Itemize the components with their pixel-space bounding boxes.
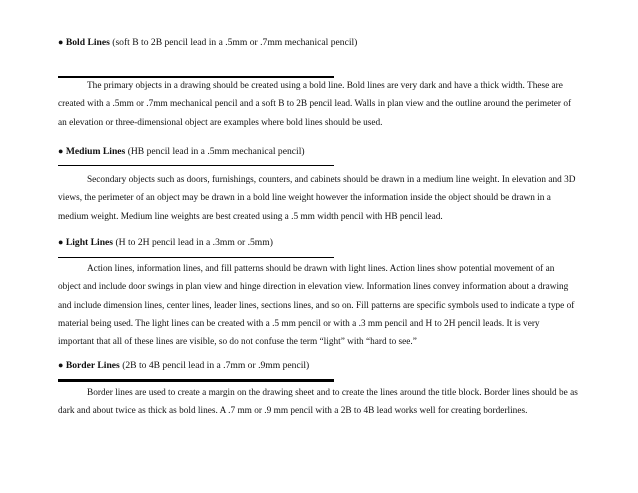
section-light-lines [58, 236, 578, 348]
medium-line-sample [58, 165, 334, 166]
section-paragraph: The primary objects in a drawing should be created using a bold line. Bold lines are very dark and have a thick width. These are created with a .5mm or .7mm mechanical pencil and a soft B to 2B pencil lead. Walls in plan view and the outline around the perimeter of an elevation or three-dimensional object are examples where bold lines should be used. [58, 81, 572, 128]
section-term: Medium Lines [65, 146, 126, 157]
section-term: Bold Lines [65, 37, 110, 48]
border-line-sample [58, 379, 334, 382]
section-heading [58, 36, 578, 49]
section-bold-lines [58, 36, 578, 128]
section-paragraph: Secondary objects such as doors, furnishings, counters, and cabinets should be drawn in a medium line weight. In elevation and 3D views, the perimeter of an object may be drawn in a bold line weight however the information inside the object should be drawn in a medium weight. Medium line weights are best created using a .5 mm width pencil with HB pencil lead. [58, 175, 576, 222]
light-line-sample [58, 257, 334, 258]
bullet-icon: ● [58, 360, 64, 370]
bullet-icon: ● [58, 237, 64, 247]
section-spec: (HB pencil lead in a .5mm mechanical pencil) [127, 146, 305, 157]
section-spec: (2B to 4B pencil lead in a .7mm or .9mm pencil) [122, 360, 310, 371]
section-heading [58, 359, 578, 372]
section-medium-lines [58, 145, 578, 222]
section-heading [58, 145, 578, 158]
section-paragraph: Border lines are used to create a margin on the drawing sheet and to create the lines around the title block. Border lines should be as dark and about twice as thick as bold lines. A .7 mm or .9 mm pencil with a 2B to 4B lead works well for creating borderlines. [58, 388, 578, 417]
bullet-icon: ● [58, 146, 64, 156]
bullet-icon: ● [58, 37, 64, 47]
section-paragraph: Action lines, information lines, and fill patterns should be drawn with light lines. Action lines show potential movement of an object and include door swings in plan view and hinge direction in elevation view. Information lines convey information about a drawing and include dimension lines, center lines, leader lines, sections lines, and so on. Fill patterns are specific symbols used to indicate a type of material being used. The light lines can be created with a .5 mm pencil or with a .3 mm pencil and H to 2H pencil leads. It is very important that all of these lines are visible, so do not confuse the term “light” with “hard to see.” [58, 264, 575, 348]
section-spec: (H to 2H pencil lead in a .3mm or .5mm) [115, 237, 273, 248]
section-border-lines [58, 359, 578, 417]
section-spec: (soft B to 2B pencil lead in a .5mm or .7mm mechanical pencil) [112, 37, 358, 48]
section-term: Border Lines [65, 360, 120, 371]
section-heading [58, 236, 578, 249]
section-term: Light Lines [65, 237, 114, 248]
